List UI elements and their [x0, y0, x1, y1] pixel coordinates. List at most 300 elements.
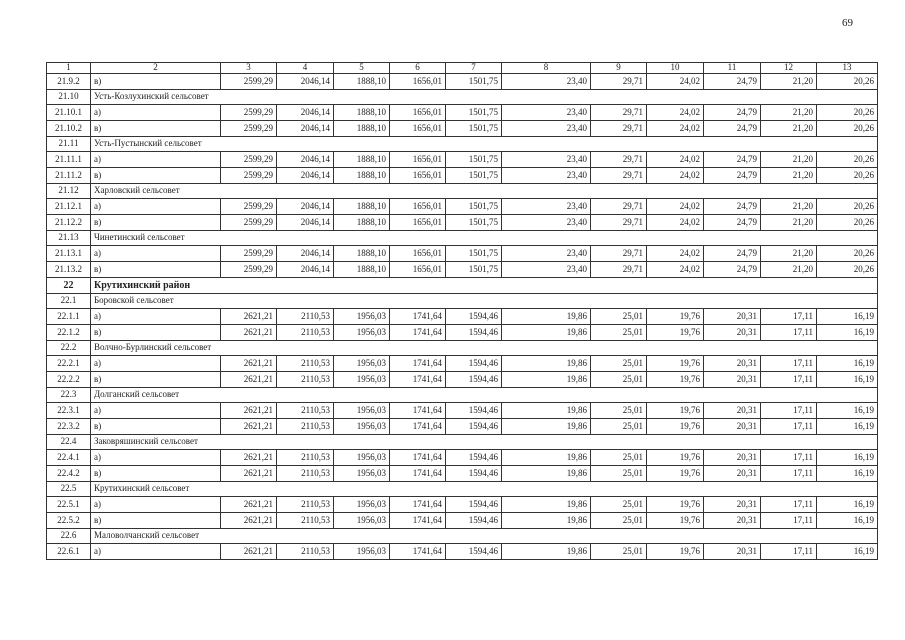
table-cell: Маловолчанский сельсовет	[91, 529, 878, 544]
table-row	[47, 466, 878, 482]
table-cell: 1656,01	[390, 74, 446, 90]
table-cell: 21,20	[761, 246, 817, 262]
table-cell: 22.2	[47, 341, 91, 356]
table-cell: в)	[91, 262, 221, 278]
table-cell: 3	[221, 63, 277, 74]
section-row	[47, 341, 878, 356]
table-cell: 16,19	[817, 513, 878, 529]
table-cell: 2599,29	[221, 199, 277, 215]
table-cell: 2	[91, 63, 221, 74]
table-cell: 2046,14	[277, 215, 334, 231]
table-cell: 2110,53	[277, 356, 334, 372]
tariff-table	[46, 62, 878, 560]
table-cell: 19,76	[647, 372, 704, 388]
table-cell: в)	[91, 325, 221, 341]
table-cell: 1594,46	[446, 309, 502, 325]
table-cell: 23,40	[502, 199, 591, 215]
table-cell: 25,01	[591, 356, 647, 372]
table-cell: 2046,14	[277, 105, 334, 121]
table-cell: 24,02	[647, 215, 704, 231]
table-cell: 20,26	[817, 262, 878, 278]
table-cell: 24,02	[647, 168, 704, 184]
table-cell: 1594,46	[446, 544, 502, 560]
table-cell: а)	[91, 356, 221, 372]
table-cell: 29,71	[591, 74, 647, 90]
table-cell: 2046,14	[277, 246, 334, 262]
table-cell: 19,76	[647, 497, 704, 513]
table-cell: 2110,53	[277, 497, 334, 513]
table-cell: 19,86	[502, 403, 591, 419]
table-cell: 20,26	[817, 74, 878, 90]
table-cell: 1888,10	[334, 121, 390, 137]
table-cell: 22.2.1	[47, 356, 91, 372]
table-cell: 19,76	[647, 466, 704, 482]
table-cell: 11	[704, 63, 761, 74]
table-cell: 10	[647, 63, 704, 74]
table-cell: 1956,03	[334, 450, 390, 466]
table-cell: 21,20	[761, 262, 817, 278]
table-cell: 2110,53	[277, 544, 334, 560]
table-cell: 25,01	[591, 450, 647, 466]
table-cell: 24,79	[704, 262, 761, 278]
table-cell: 1741,64	[390, 450, 446, 466]
table-cell: 22.5.1	[47, 497, 91, 513]
table-row	[47, 419, 878, 435]
table-cell: 2599,29	[221, 121, 277, 137]
table-cell: 24,79	[704, 121, 761, 137]
table-cell: 2046,14	[277, 152, 334, 168]
table-cell: 1956,03	[334, 419, 390, 435]
table-cell: 16,19	[817, 497, 878, 513]
table-cell: 1888,10	[334, 74, 390, 90]
table-cell: 17,11	[761, 450, 817, 466]
table-cell: 19,86	[502, 309, 591, 325]
table-cell: 20,31	[704, 497, 761, 513]
table-cell: 4	[277, 63, 334, 74]
table-cell: 1501,75	[446, 121, 502, 137]
table-cell: 1594,46	[446, 419, 502, 435]
table-cell: 1	[47, 63, 91, 74]
table-body	[47, 63, 878, 560]
table-cell: в)	[91, 513, 221, 529]
table-cell: 1594,46	[446, 466, 502, 482]
table-row	[47, 544, 878, 560]
table-cell: 20,31	[704, 419, 761, 435]
table-cell: 1741,64	[390, 513, 446, 529]
table-cell: 1888,10	[334, 199, 390, 215]
table-cell: 22.4	[47, 435, 91, 450]
table-cell: 22.5.2	[47, 513, 91, 529]
table-cell: 23,40	[502, 74, 591, 90]
table-cell: 16,19	[817, 372, 878, 388]
table-cell: в)	[91, 419, 221, 435]
table-cell: 1888,10	[334, 215, 390, 231]
table-cell: 21.11	[47, 137, 91, 152]
table-cell: в)	[91, 168, 221, 184]
table-cell: 23,40	[502, 152, 591, 168]
table-cell: 2110,53	[277, 309, 334, 325]
table-cell: 1501,75	[446, 262, 502, 278]
table-cell: 20,26	[817, 121, 878, 137]
section-row	[47, 435, 878, 450]
table-cell: 20,26	[817, 246, 878, 262]
table-row	[47, 199, 878, 215]
table-cell: 1501,75	[446, 199, 502, 215]
table-cell: 1594,46	[446, 372, 502, 388]
table-cell: 19,86	[502, 372, 591, 388]
table-cell: в)	[91, 372, 221, 388]
section-row	[47, 184, 878, 199]
table-cell: а)	[91, 403, 221, 419]
table-cell: 25,01	[591, 497, 647, 513]
table-cell: 19,76	[647, 544, 704, 560]
table-cell: 19,76	[647, 403, 704, 419]
table-cell: 22.6	[47, 529, 91, 544]
table-cell: 21.13.1	[47, 246, 91, 262]
table-cell: 21.13	[47, 231, 91, 246]
table-cell: 1501,75	[446, 246, 502, 262]
table-cell: 17,11	[761, 419, 817, 435]
table-cell: 20,31	[704, 466, 761, 482]
table-cell: 23,40	[502, 168, 591, 184]
table-cell: 2046,14	[277, 74, 334, 90]
table-cell: 9	[591, 63, 647, 74]
table-cell: 1656,01	[390, 152, 446, 168]
table-cell: 1501,75	[446, 215, 502, 231]
table-cell: 29,71	[591, 105, 647, 121]
table-cell: 19,86	[502, 513, 591, 529]
section-row	[47, 294, 878, 309]
table-row	[47, 152, 878, 168]
table-cell: 1888,10	[334, 105, 390, 121]
table-cell: 1741,64	[390, 372, 446, 388]
table-cell: 19,86	[502, 497, 591, 513]
table-cell: 19,86	[502, 325, 591, 341]
table-cell: 24,02	[647, 74, 704, 90]
table-cell: Крутихинский район	[91, 278, 878, 294]
table-cell: Харловский сельсовет	[91, 184, 878, 199]
table-cell: а)	[91, 309, 221, 325]
table-cell: 29,71	[591, 168, 647, 184]
table-row	[47, 262, 878, 278]
column-number-row	[47, 63, 878, 74]
table-cell: 1956,03	[334, 356, 390, 372]
table-cell: 16,19	[817, 309, 878, 325]
table-cell: 2599,29	[221, 152, 277, 168]
table-cell: 2110,53	[277, 466, 334, 482]
table-cell: 25,01	[591, 419, 647, 435]
table-cell: 22.1.1	[47, 309, 91, 325]
table-cell: 24,02	[647, 262, 704, 278]
section-row	[47, 482, 878, 497]
table-cell: 2621,21	[221, 419, 277, 435]
table-cell: 1888,10	[334, 246, 390, 262]
table-cell: 2046,14	[277, 199, 334, 215]
table-cell: 22.1	[47, 294, 91, 309]
table-cell: в)	[91, 74, 221, 90]
table-cell: Чинетинский сельсовет	[91, 231, 878, 246]
table-cell: 24,02	[647, 199, 704, 215]
table-cell: 2621,21	[221, 544, 277, 560]
table-cell: 1741,64	[390, 497, 446, 513]
table-cell: Волчно-Бурлинский сельсовет	[91, 341, 878, 356]
table-cell: 1956,03	[334, 325, 390, 341]
table-cell: 20,26	[817, 105, 878, 121]
table-cell: а)	[91, 199, 221, 215]
table-cell: 16,19	[817, 466, 878, 482]
table-cell: 21,20	[761, 215, 817, 231]
table-row	[47, 74, 878, 90]
table-cell: 2110,53	[277, 419, 334, 435]
table-cell: 2599,29	[221, 262, 277, 278]
table-cell: 21.10.1	[47, 105, 91, 121]
table-cell: 2621,21	[221, 325, 277, 341]
table-cell: 19,76	[647, 450, 704, 466]
table-cell: 20,31	[704, 403, 761, 419]
table-cell: 20,31	[704, 544, 761, 560]
table-cell: 23,40	[502, 246, 591, 262]
table-cell: 21,20	[761, 152, 817, 168]
table-cell: 17,11	[761, 403, 817, 419]
table-cell: Усть-Пустынский сельсовет	[91, 137, 878, 152]
table-cell: 2621,21	[221, 466, 277, 482]
table-cell: 19,86	[502, 419, 591, 435]
table-cell: 25,01	[591, 544, 647, 560]
table-cell: 2621,21	[221, 309, 277, 325]
table-cell: 24,79	[704, 199, 761, 215]
table-cell: 1741,64	[390, 544, 446, 560]
table-cell: 17,11	[761, 372, 817, 388]
table-cell: 2621,21	[221, 356, 277, 372]
table-cell: 1741,64	[390, 403, 446, 419]
table-cell: 20,26	[817, 215, 878, 231]
table-cell: 6	[390, 63, 446, 74]
table-cell: 1656,01	[390, 215, 446, 231]
table-cell: 17,11	[761, 497, 817, 513]
table-cell: 24,02	[647, 105, 704, 121]
table-cell: 21.11.1	[47, 152, 91, 168]
table-cell: 22	[47, 278, 91, 294]
table-cell: 16,19	[817, 356, 878, 372]
table-cell: Долганский сельсовет	[91, 388, 878, 403]
table-cell: 22.4.2	[47, 466, 91, 482]
table-cell: 21.10.2	[47, 121, 91, 137]
table-cell: а)	[91, 450, 221, 466]
table-cell: 24,79	[704, 215, 761, 231]
table-row	[47, 513, 878, 529]
table-cell: 21.13.2	[47, 262, 91, 278]
table-cell: 1956,03	[334, 466, 390, 482]
table-cell: 1501,75	[446, 152, 502, 168]
table-cell: 21,20	[761, 74, 817, 90]
table-cell: 21,20	[761, 168, 817, 184]
table-cell: 25,01	[591, 466, 647, 482]
table-cell: 20,31	[704, 513, 761, 529]
table-cell: Боровской сельсовет	[91, 294, 878, 309]
table-cell: 24,02	[647, 152, 704, 168]
table-cell: 29,71	[591, 121, 647, 137]
table-cell: 22.2.2	[47, 372, 91, 388]
table-cell: 23,40	[502, 215, 591, 231]
table-cell: 2046,14	[277, 262, 334, 278]
table-cell: 16,19	[817, 419, 878, 435]
table-cell: 1594,46	[446, 356, 502, 372]
table-cell: 2110,53	[277, 403, 334, 419]
table-cell: 1956,03	[334, 372, 390, 388]
table-cell: 2599,29	[221, 168, 277, 184]
table-cell: Заковряшинский сельсовет	[91, 435, 878, 450]
table-cell: 29,71	[591, 262, 647, 278]
table-cell: 2621,21	[221, 403, 277, 419]
table-cell: 16,19	[817, 450, 878, 466]
table-cell: 1594,46	[446, 513, 502, 529]
table-cell: 1741,64	[390, 419, 446, 435]
table-cell: 1594,46	[446, 325, 502, 341]
table-cell: а)	[91, 544, 221, 560]
table-cell: 1594,46	[446, 497, 502, 513]
table-cell: в)	[91, 466, 221, 482]
table-cell: 13	[817, 63, 878, 74]
table-cell: 2599,29	[221, 74, 277, 90]
table-cell: 1501,75	[446, 168, 502, 184]
table-cell: 1594,46	[446, 403, 502, 419]
table-cell: 17,11	[761, 466, 817, 482]
table-cell: 23,40	[502, 121, 591, 137]
table-cell: 25,01	[591, 325, 647, 341]
table-cell: а)	[91, 497, 221, 513]
table-cell: 2110,53	[277, 513, 334, 529]
table-row	[47, 497, 878, 513]
table-cell: 20,31	[704, 309, 761, 325]
table-cell: 24,02	[647, 246, 704, 262]
table-cell: 25,01	[591, 309, 647, 325]
table-cell: 25,01	[591, 372, 647, 388]
table-cell: 19,86	[502, 544, 591, 560]
table-cell: 17,11	[761, 513, 817, 529]
table-cell: 2599,29	[221, 215, 277, 231]
table-cell: 24,02	[647, 121, 704, 137]
table-cell: 1956,03	[334, 497, 390, 513]
table-cell: 16,19	[817, 403, 878, 419]
table-cell: 29,71	[591, 199, 647, 215]
table-cell: 17,11	[761, 356, 817, 372]
table-cell: 20,26	[817, 152, 878, 168]
table-cell: 2621,21	[221, 497, 277, 513]
table-cell: 1741,64	[390, 309, 446, 325]
table-cell: 1741,64	[390, 325, 446, 341]
table-cell: 20,26	[817, 199, 878, 215]
table-cell: 21.12.2	[47, 215, 91, 231]
table-cell: 20,26	[817, 168, 878, 184]
table-cell: 21.11.2	[47, 168, 91, 184]
table-cell: 25,01	[591, 513, 647, 529]
table-cell: 1741,64	[390, 466, 446, 482]
table-row	[47, 356, 878, 372]
table-cell: 2046,14	[277, 168, 334, 184]
table-cell: 20,31	[704, 450, 761, 466]
table-cell: 19,76	[647, 356, 704, 372]
table-cell: в)	[91, 121, 221, 137]
table-cell: 21.12.1	[47, 199, 91, 215]
table-cell: 21,20	[761, 105, 817, 121]
page-number: 69	[842, 17, 853, 29]
table-cell: 23,40	[502, 262, 591, 278]
table-cell: 19,86	[502, 466, 591, 482]
table-cell: 1888,10	[334, 168, 390, 184]
table-cell: в)	[91, 215, 221, 231]
table-cell: 5	[334, 63, 390, 74]
table-row	[47, 450, 878, 466]
table-cell: 17,11	[761, 325, 817, 341]
table-cell: 2110,53	[277, 325, 334, 341]
table-cell: 1594,46	[446, 450, 502, 466]
table-cell: 7	[446, 63, 502, 74]
table-row	[47, 105, 878, 121]
table-cell: 23,40	[502, 105, 591, 121]
table-cell: а)	[91, 246, 221, 262]
table-cell: а)	[91, 105, 221, 121]
table-cell: 2046,14	[277, 121, 334, 137]
table-cell: 22.1.2	[47, 325, 91, 341]
table-cell: 29,71	[591, 215, 647, 231]
table-cell: 19,76	[647, 325, 704, 341]
table-cell: 19,76	[647, 513, 704, 529]
table-cell: 21.12	[47, 184, 91, 199]
table-cell: 19,86	[502, 450, 591, 466]
table-cell: 1501,75	[446, 105, 502, 121]
table-cell: 19,76	[647, 419, 704, 435]
table-cell: 1501,75	[446, 74, 502, 90]
table-row	[47, 121, 878, 137]
table-cell: 21.9.2	[47, 74, 91, 90]
table-cell: 2621,21	[221, 450, 277, 466]
table-cell: 19,86	[502, 356, 591, 372]
table-row	[47, 168, 878, 184]
table-cell: 17,11	[761, 309, 817, 325]
table-row	[47, 325, 878, 341]
table-cell: 1741,64	[390, 356, 446, 372]
table-cell: 1656,01	[390, 262, 446, 278]
table-cell: 8	[502, 63, 591, 74]
table-cell: 1656,01	[390, 121, 446, 137]
table-cell: 20,31	[704, 372, 761, 388]
table-cell: 20,31	[704, 356, 761, 372]
table-cell: 1888,10	[334, 262, 390, 278]
table-cell: 2110,53	[277, 372, 334, 388]
table-cell: 25,01	[591, 403, 647, 419]
table-cell: 1956,03	[334, 544, 390, 560]
table-cell: 12	[761, 63, 817, 74]
table-cell: 2599,29	[221, 105, 277, 121]
table-row	[47, 215, 878, 231]
table-row	[47, 246, 878, 262]
table-cell: 24,79	[704, 168, 761, 184]
table-cell: 22.6.1	[47, 544, 91, 560]
table-cell: 21.10	[47, 90, 91, 105]
table-cell: 22.3.1	[47, 403, 91, 419]
table-cell: 2621,21	[221, 372, 277, 388]
table-cell: 1956,03	[334, 309, 390, 325]
table-cell: 1656,01	[390, 246, 446, 262]
table-row	[47, 372, 878, 388]
table-cell: 21,20	[761, 121, 817, 137]
section-row	[47, 137, 878, 152]
table-cell: 1956,03	[334, 403, 390, 419]
table-cell: Усть-Козлухинский сельсовет	[91, 90, 878, 105]
table-cell: 1656,01	[390, 168, 446, 184]
section-row	[47, 388, 878, 403]
district-row	[47, 278, 878, 294]
